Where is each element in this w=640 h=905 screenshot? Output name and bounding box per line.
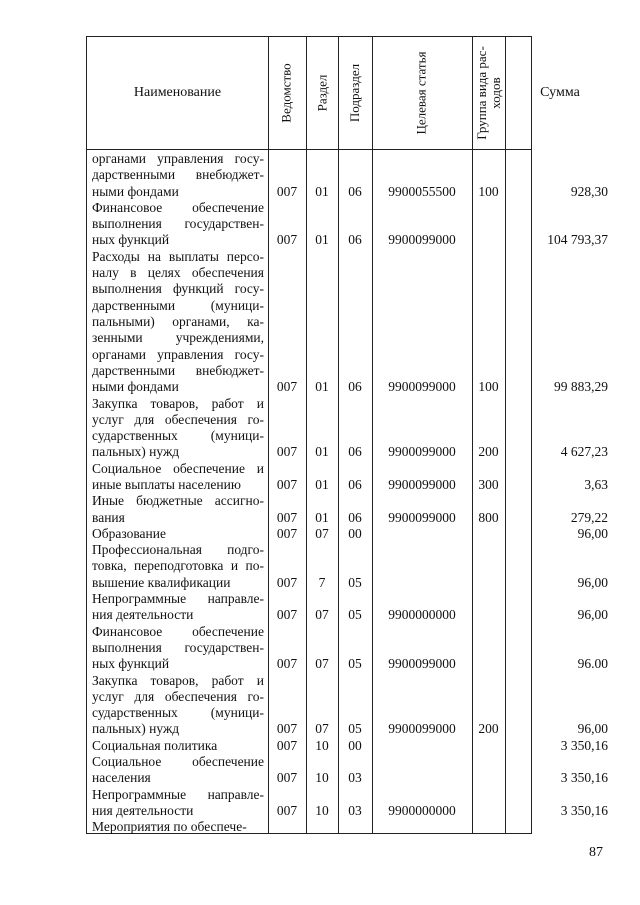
row-ved: 007 <box>276 232 298 248</box>
header-cel-label: Целевая статья <box>413 51 429 135</box>
row-name: Иные бюджетные ассигно- вания <box>92 493 264 525</box>
header-summa <box>505 37 615 149</box>
row-pod: 00 <box>348 737 362 753</box>
header-ved <box>268 39 306 147</box>
page-number: 87 <box>589 845 603 860</box>
row-pod: 06 <box>348 232 362 248</box>
row-sum: 96.00 <box>577 656 608 672</box>
table-row <box>87 754 608 787</box>
row-pod: 06 <box>348 379 362 395</box>
row-name: Образование <box>92 525 166 541</box>
row-ved: 007 <box>276 183 298 199</box>
row-raz: 07 <box>315 607 329 623</box>
row-pod: 05 <box>348 656 362 672</box>
row-pod: 06 <box>348 444 362 460</box>
row-sum: 3 350,16 <box>560 737 608 753</box>
table-row <box>87 623 608 673</box>
row-raz: 01 <box>315 379 329 395</box>
row-ved: 007 <box>276 770 298 786</box>
row-cel: 9900099000 <box>388 509 456 525</box>
row-pod: 03 <box>348 802 362 818</box>
row-ved: 007 <box>276 802 298 818</box>
header-podrazdel <box>338 39 372 147</box>
row-cel: 9900099000 <box>388 379 456 395</box>
row-name: Финансовое обеспечение выполнения государствен- ных функций <box>92 199 264 248</box>
row-raz: 01 <box>315 232 329 248</box>
row-pod: 05 <box>348 574 362 590</box>
row-sum: 96,00 <box>577 525 608 541</box>
row-raz: 07 <box>315 656 329 672</box>
row-grp: 300 <box>478 476 499 492</box>
table-row <box>87 737 608 754</box>
row-pod: 05 <box>348 721 362 737</box>
table-row <box>87 591 608 624</box>
table-row <box>87 525 608 542</box>
row-sum: 4 627,23 <box>560 444 608 460</box>
row-grp: 800 <box>478 509 499 525</box>
row-cel: 9900055500 <box>388 183 456 199</box>
header-group <box>472 39 505 147</box>
row-sum: 96,00 <box>577 574 608 590</box>
table-row <box>87 460 608 494</box>
table-row <box>87 542 608 591</box>
row-ved: 007 <box>276 737 298 753</box>
row-name: Социальная политика <box>92 737 218 753</box>
row-raz: 07 <box>315 525 329 541</box>
row-name: Расходы на выплаты персо- налу в целях обеспечения выполнения функций госу- дарственными (муници- пальными) органами, ка- зенными учреждениями, органами управления госу- дарственными внебюджет- ными фондами <box>92 248 264 395</box>
header-podrazdel-label: Подраздел <box>347 63 363 123</box>
row-raz: 10 <box>315 770 329 786</box>
row-sum: 279,22 <box>570 509 608 525</box>
row-sum: 3,63 <box>584 476 608 492</box>
row-name: Непрограммные направле- ния деятельности <box>92 591 264 623</box>
header-ved-label: Ведомство <box>279 63 294 123</box>
row-raz: 10 <box>315 737 329 753</box>
row-cel: 9900099000 <box>388 476 456 492</box>
header-razdel <box>306 39 338 147</box>
header-group-label <box>475 46 503 140</box>
row-name: Социальное обеспечение населения <box>92 754 264 786</box>
table-row <box>87 819 533 835</box>
table-row <box>87 248 608 396</box>
row-raz: 01 <box>315 509 329 525</box>
row-name: Мероприятия по обеспече- <box>92 819 247 835</box>
row-raz: 10 <box>315 802 329 818</box>
table-row <box>87 786 608 820</box>
row-raz: 7 <box>318 574 326 590</box>
row-raz: 07 <box>315 721 329 737</box>
row-cel: 9900099000 <box>388 444 456 460</box>
row-sum: 104 793,37 <box>547 232 608 248</box>
row-ved: 007 <box>276 574 298 590</box>
header-razdel-label: Раздел <box>314 74 329 112</box>
table-row <box>87 672 608 738</box>
row-cel: 9900099000 <box>388 232 456 248</box>
row-ved: 007 <box>276 525 298 541</box>
row-grp: 200 <box>478 444 499 460</box>
row-ved: 007 <box>276 379 298 395</box>
row-grp: 200 <box>478 721 499 737</box>
header-name-label: Наименование <box>133 85 222 100</box>
row-pod: 06 <box>348 509 362 525</box>
table-row <box>87 151 608 200</box>
row-raz: 01 <box>315 444 329 460</box>
row-ved: 007 <box>276 607 298 623</box>
row-sum: 928,30 <box>570 183 608 199</box>
row-sum: 3 350,16 <box>560 770 608 786</box>
row-name: Закупка товаров, работ и услуг для обеспечения го- сударственных (муници- пальных) нужд <box>92 395 264 460</box>
row-ved: 007 <box>276 509 298 525</box>
header-name <box>87 37 268 149</box>
row-name: органами управления госу- дарственными внебюджет- ными фондами <box>92 151 264 199</box>
header-group-line2: ходов <box>487 77 503 109</box>
row-raz: 01 <box>315 183 329 199</box>
row-raz: 01 <box>315 476 329 492</box>
row-sum: 3 350,16 <box>560 802 608 818</box>
row-name: Социальное обеспечение и иные выплаты населению <box>92 460 264 492</box>
row-ved: 007 <box>276 656 298 672</box>
table-row <box>87 199 608 249</box>
row-pod: 06 <box>348 476 362 492</box>
row-sum: 96,00 <box>577 721 608 737</box>
row-cel: 9900099000 <box>388 656 456 672</box>
row-ved: 007 <box>276 476 298 492</box>
row-cel: 9900099000 <box>388 721 456 737</box>
budget-table <box>86 36 608 835</box>
row-grp: 100 <box>478 183 499 199</box>
row-pod: 03 <box>348 770 362 786</box>
header-group-line1: Группа вида рас- <box>473 46 489 140</box>
header-cel <box>372 39 472 147</box>
table-row <box>87 395 608 461</box>
row-ved: 007 <box>276 444 298 460</box>
row-pod: 05 <box>348 607 362 623</box>
row-grp: 100 <box>478 379 499 395</box>
header-divider <box>87 149 531 150</box>
row-ved: 007 <box>276 721 298 737</box>
row-cel: 9900000000 <box>388 802 456 818</box>
table-row <box>87 493 608 526</box>
row-sum: 99 883,29 <box>554 379 608 395</box>
row-name: Непрограммные направле- ния деятельности <box>92 786 264 818</box>
header-summa-label: Сумма <box>540 85 580 100</box>
row-sum: 96,00 <box>577 607 608 623</box>
row-name: Профессиональная подго- товка, переподготовка и по- вышение квалификации <box>92 542 264 590</box>
row-pod: 06 <box>348 183 362 199</box>
row-pod: 00 <box>348 525 362 541</box>
row-name: Финансовое обеспечение выполнения государствен- ных функций <box>92 623 264 672</box>
row-cel: 9900000000 <box>388 607 456 623</box>
row-name: Закупка товаров, работ и услуг для обеспечения го- сударственных (муници- пальных) нужд <box>92 672 264 737</box>
